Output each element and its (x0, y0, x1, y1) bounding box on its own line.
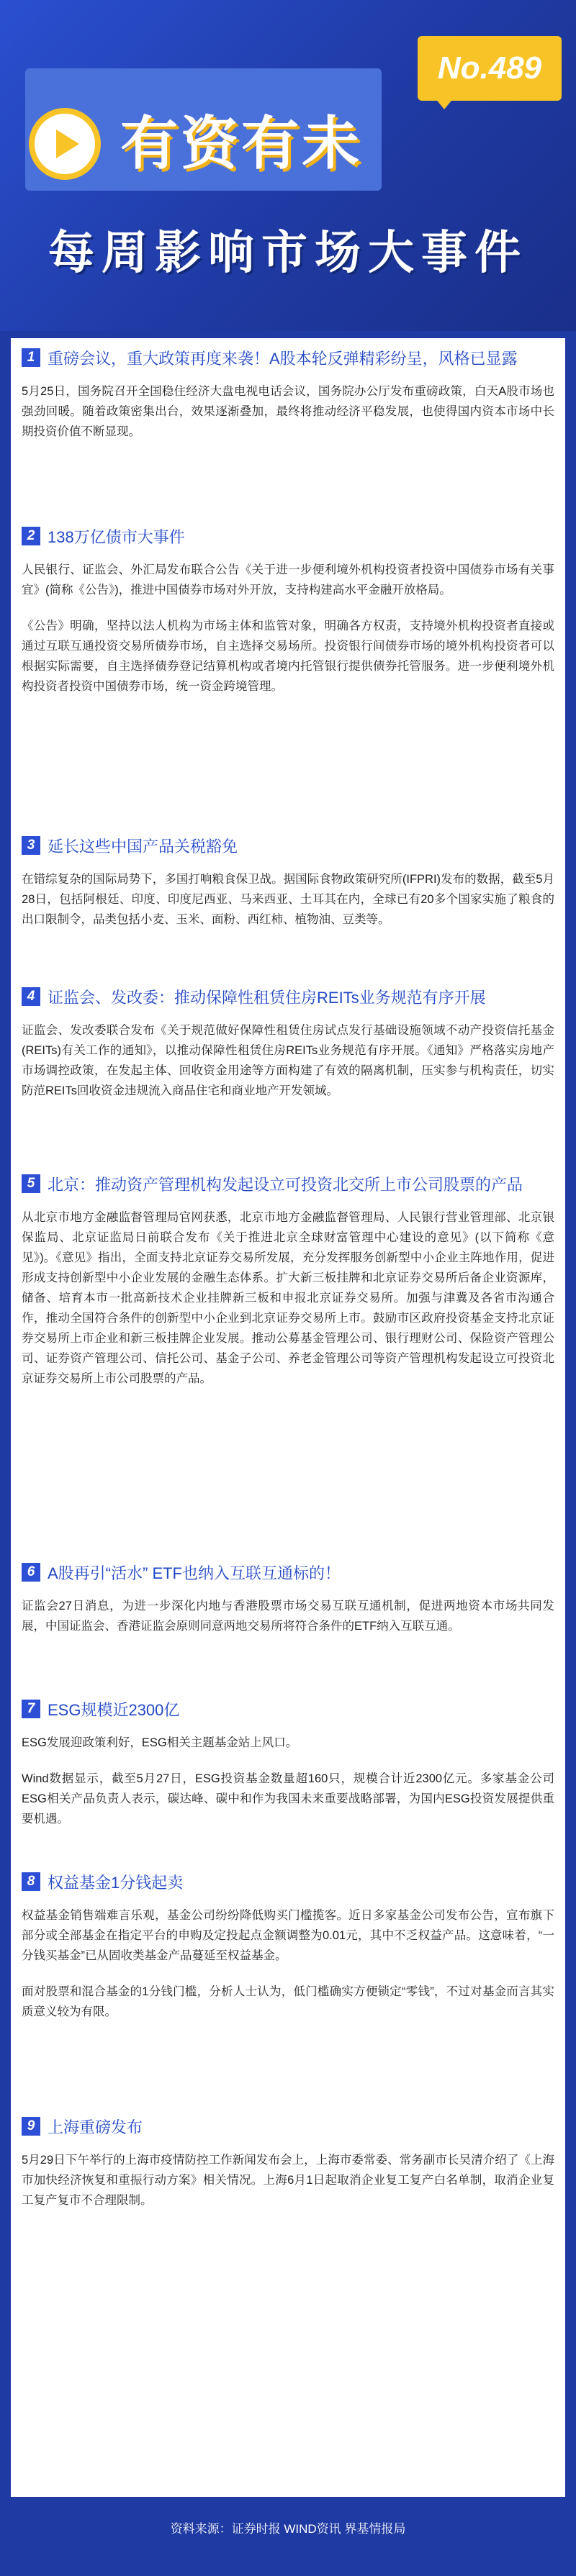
item-title: 权益基金1分钱起卖 (48, 1874, 184, 1892)
item-number: 5 (22, 1174, 40, 1193)
news-item-9 (22, 2115, 554, 2210)
item-number: 8 (22, 1872, 40, 1891)
source-footer: 资料来源：证券时报 WIND资讯 界基情报局 (170, 2522, 406, 2536)
news-item-4 (22, 986, 554, 1101)
item-paragraph: 人民银行、证监会、外汇局发布联合公告《关于进一步便利境外机构投资者投资中国债券市场有关事宜》(简称《公告》)，推进中国债券市场对外开放，支持构建高水平金融开放格局。 (22, 563, 554, 597)
news-item-3 (22, 835, 554, 930)
item-paragraph: 从北京市地方金融监督管理局官网获悉，北京市地方金融监督管理局、人民银行营业管理部、北京银保监局、北京证监局日前联合发布《关于推进北京全球财富管理中心建设的意见》(以下简称《意见》)。《意见》指出，全面支持北京证券交易所发展，充分发挥服务创新型中小企业主阵地作用，促进形成支持创新型中小企业发展的金融生态体系。扩大新三板挂牌和北京证券交易所后备企业资源库，储备、培育本市一批高新技术企业挂牌新三板和申报北京证券交易所。加强与津冀及各省市沟通合作，推动全国符合条件的创新型中小企业到北京证券交易所上市。鼓励市区政府投资基金支持北京证券交易所上市企业和新三板挂牌企业发展。推动公募基金管理公司、银行理财公司、保险资产管理公司、证券资产管理公司、信托公司、基金子公司、养老金管理公司等资产管理机构发起设立可投资北京证券交易所上市公司股票的产品。 (22, 1211, 554, 1385)
item-number: 6 (22, 1563, 40, 1582)
item-paragraph: Wind数据显示，截至5月27日，ESG投资基金数量超160只，规模合计近2300亿元。多家基金公司ESG相关产品负责人表示，碳达峰、碳中和作为我国未来重要战略部署，为国内ESG投资发展提供重要机遇。 (22, 1772, 554, 1826)
item-paragraph: ESG发展迎政策利好，ESG相关主题基金站上风口。 (22, 1736, 298, 1749)
page-title: 每周影响市场大事件 (48, 227, 528, 278)
item-title: 138万亿债市大事件 (48, 528, 185, 546)
item-paragraph: 《公告》明确，坚持以法人机构为市场主体和监管对象，明确各方权责，支持境外机构投资者直接或通过互联互通投资交易所债券市场，自主选择交易场所。投资银行间债券市场的境外机构投资者可以根据实际需要，自主选择债券登记结算机构或者境内托管银行提供债券托管服务。进一步便利境外机构投资者投资中国债券市场，统一资金跨境管理。 (22, 620, 554, 693)
item-paragraph: 证监会27日消息，为进一步深化内地与香港股票市场交易互联互通机制，促进两地资本市场共同发展，中国证监会、香港证监会原则同意两地交易所将符合条件的ETF纳入互联互通。 (22, 1600, 554, 1633)
item-paragraph: 权益基金销售端难言乐观，基金公司纷纷降低购买门槛揽客。近日多家基金公司发布公告，宣布旗下部分或全部基金在指定平台的申购及定投起点金额调整为0.01元，其中不乏权益产品。这意味着，“一分钱买基金”已从固收类基金产品蔓延至权益基金。 (22, 1909, 554, 1962)
content-card (11, 338, 565, 2497)
item-title: 重磅会议，重大政策再度来袭！A股本轮反弹精彩纷呈，风格已显露 (48, 350, 518, 368)
item-number: 4 (22, 987, 40, 1006)
news-item-8 (22, 1871, 554, 2022)
item-number: 7 (22, 1700, 40, 1718)
news-item-6 (22, 1561, 554, 1636)
item-title: A股再引“活水” ETF也纳入互联互通标的！ (48, 1564, 341, 1582)
play-icon (29, 108, 101, 180)
brand-title: 有资有未 (120, 112, 362, 176)
header (0, 0, 576, 331)
item-number: 9 (22, 2117, 40, 2136)
item-number: 1 (22, 348, 40, 367)
item-number: 2 (22, 527, 40, 545)
news-item-1 (22, 347, 554, 442)
news-item-7 (22, 1698, 554, 1829)
news-item-5 (22, 1173, 554, 1389)
issue-badge-tail (431, 94, 457, 109)
item-title: 证监会、发改委：推动保障性租赁住房REITs业务规范有序开展 (48, 989, 486, 1007)
news-item-2 (22, 525, 554, 697)
item-title: 北京：推动资产管理机构发起设立可投资北交所上市公司股票的产品 (48, 1176, 523, 1194)
item-title: ESG规模近2300亿 (48, 1701, 180, 1719)
item-paragraph: 面对股票和混合基金的1分钱门槛，分析人士认为，低门槛确实方便锁定“零钱”，不过对基金而言其实质意义较为有限。 (22, 1985, 554, 2018)
item-title: 延长这些中国产品关税豁免 (48, 838, 238, 856)
issue-badge: No.489 (418, 36, 562, 101)
item-paragraph: 5月29日下午举行的上海市疫情防控工作新闻发布会上，上海市委常委、常务副市长吴清介绍了《上海市加快经济恢复和重振行动方案》相关情况。上海6月1日起取消企业复工复产白名单制，取消企业复工复产复市不合理限制。 (22, 2154, 554, 2207)
item-title: 上海重磅发布 (48, 2118, 143, 2136)
item-paragraph: 在错综复杂的国际局势下，多国打响粮食保卫战。据国际食物政策研究所(IFPRI)发布的数据，截至5月28日，包括阿根廷、印度、印度尼西亚、马来西亚、土耳其在内，全球已有20多个国家实施了粮食的出口限制令，品类包括小麦、玉米、面粉、西红柿、植物油、豆类等。 (22, 873, 554, 926)
item-paragraph: 证监会、发改委联合发布《关于规范做好保障性租赁住房试点发行基础设施领域不动产投资信托基金(REITs)有关工作的通知》，以推动保障性租赁住房REITs业务规范有序开展。《通知》严格落实房地产市场调控政策，在发起主体、回收资金用途等方面构建了有效的隔离机制，压实参与机构责任，切实防范REITs回收资金违规流入商品住宅和商业地产开发领域。 (22, 1024, 554, 1097)
item-number: 3 (22, 836, 40, 855)
item-paragraph: 5月25日，国务院召开全国稳住经济大盘电视电话会议，国务院办公厅发布重磅政策，白天A股市场也强劲回暖。随着政策密集出台，效果逐渐叠加，最终将推动经济平稳发展，也使得国内资本市场中长期投资价值不断显现。 (22, 385, 554, 438)
